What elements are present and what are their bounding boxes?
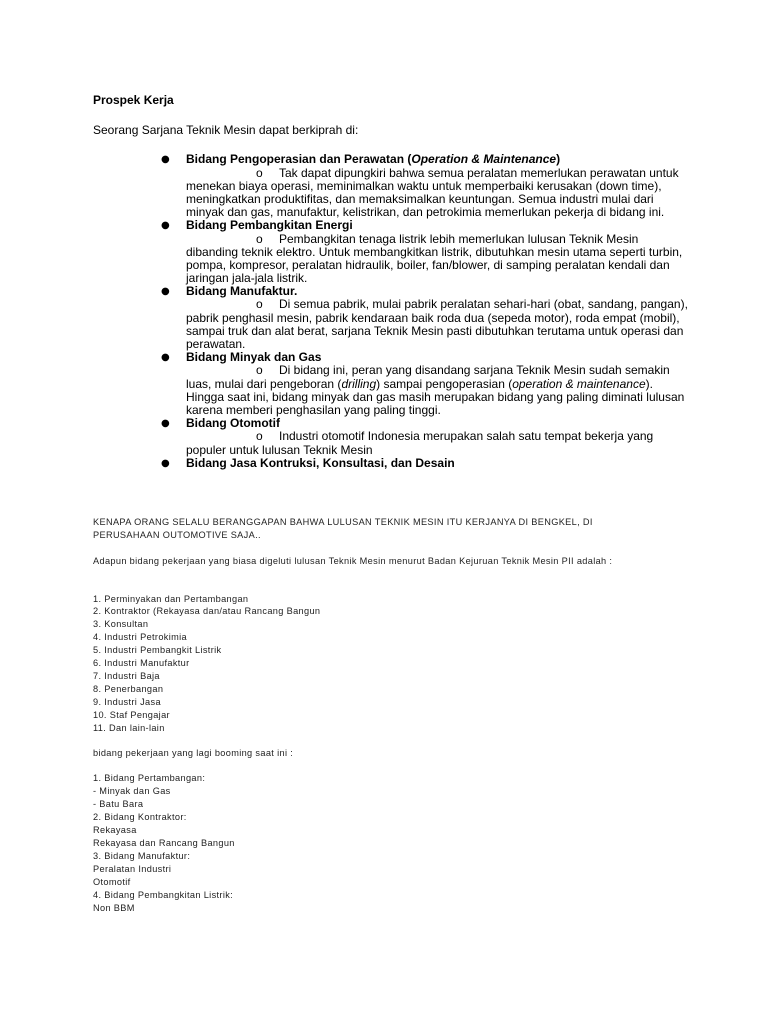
- booming-list-item: Rekayasa: [93, 824, 137, 835]
- description-italic-text: operation & maintenance: [512, 376, 646, 391]
- field-description-line: pompa, kompresor, peralatan hidraulik, boiler, fan/blower, di samping peralatan kendali dan: [186, 257, 670, 272]
- field-heading: [0, 457, 768, 470]
- field-description-line: jaringan jala-jala listrik.: [186, 271, 308, 286]
- booming-list-item: Otomotif: [93, 876, 131, 887]
- description-text: ) sampai pengoperasian (: [376, 376, 513, 391]
- field-description-first-line: [0, 430, 768, 443]
- question-line: PERUSAHAAN OUTOMOTIVE SAJA..: [93, 529, 261, 540]
- booming-list-item: - Minyak dan Gas: [93, 785, 171, 796]
- booming-list-item: 4. Bidang Pembangkitan Listrik:: [93, 889, 234, 900]
- intro-text: Seorang Sarjana Teknik Mesin dapat berkiprah di:: [93, 123, 359, 137]
- booming-list-item: Rekayasa dan Rancang Bangun: [93, 837, 235, 848]
- pii-list-item: 6. Industri Manufaktur: [93, 658, 190, 669]
- description-text: Di semua pabrik, mulai pabrik peralatan sehari-hari (obat, sandang, pangan),: [279, 297, 688, 312]
- field-description-line: [0, 378, 768, 391]
- field-description-line: Hingga saat ini, bidang minyak dan gas masih merupakan bidang yang paling diminati lulusan: [186, 389, 685, 404]
- description-text: Pembangkitan tenaga listrik lebih memerlukan lulusan Teknik Mesin: [279, 231, 639, 246]
- pii-list-item: 8. Penerbangan: [93, 683, 164, 694]
- booming-list-item: Peralatan Industri: [93, 863, 172, 874]
- heading-text: Bidang Jasa Kontruksi, Konsultasi, dan Desain: [186, 455, 455, 470]
- pii-list-item: 2. Kontraktor (Rekayasa dan/atau Rancang Bangun: [93, 606, 321, 617]
- description-text: ).: [645, 376, 653, 391]
- career-field-energy-generation: [0, 219, 768, 285]
- heading-italic-text: Operation & Maintenance: [411, 152, 557, 167]
- heading-text: Bidang Manufaktur.: [186, 284, 298, 299]
- description-text: Industri otomotif Indonesia merupakan salah satu tempat bekerja yang: [279, 429, 654, 444]
- field-description-line: minyak dan gas, manufaktur, kelistrikan, dan petrokimia memerlukan pekerja di bidang ini.: [186, 205, 665, 220]
- field-description-first-line: [0, 233, 768, 246]
- sub-bullet-marker: o: [256, 297, 263, 312]
- career-field-oil-gas: [0, 351, 768, 417]
- description-text: Tak dapat dipungkiri bahwa semua peralatan memerlukan perawatan untuk: [279, 165, 679, 180]
- booming-list-item: 1. Bidang Pertambangan:: [93, 772, 206, 783]
- bullet-marker: ●: [161, 220, 170, 232]
- booming-field-list: [93, 772, 235, 915]
- pii-list-item: 5. Industri Pembangkit Listrik: [93, 645, 222, 656]
- pii-list-item: 11. Dan lain-lain: [93, 722, 165, 733]
- pii-list-item: 7. Industri Baja: [93, 670, 160, 681]
- field-description-line: karena memberi penghasilan yang paling tinggi.: [186, 402, 441, 417]
- bullet-marker: ●: [161, 457, 170, 469]
- booming-list-item: Non BBM: [93, 902, 135, 913]
- field-description-line: populer untuk lulusan Teknik Mesin: [186, 442, 373, 457]
- heading-text: Bidang Pengoperasian dan Perawatan (: [186, 152, 412, 167]
- pii-list-item: 10. Staf Pengajar: [93, 709, 170, 720]
- field-description-line: menekan biaya operasi, meminimalkan waktu untuk memperbaiki kerusakan (down time),: [186, 178, 662, 193]
- pii-field-list: [93, 593, 320, 735]
- booming-intro-text: bidang pekerjaan yang lagi booming saat ini :: [93, 747, 294, 758]
- booming-list-item: - Batu Bara: [93, 798, 144, 809]
- pii-list-item: 9. Industri Jasa: [93, 696, 161, 707]
- field-description-line: pabrik penghasil mesin, pabrik kendaraan baik roda dua (sepeda motor), roda empat (mobil),: [186, 310, 680, 325]
- field-description-line: meningkatkan produktifitas, dan memaksimalkan keuntungan. Semua industri mulai dari: [186, 191, 654, 206]
- sub-bullet-marker: o: [256, 429, 263, 444]
- pii-intro-text: Adapun bidang pekerjaan yang biasa digeluti lulusan Teknik Mesin menurut Badan Kejuruan Teknik Mesin PII adalah :: [93, 555, 613, 566]
- bullet-marker: ●: [161, 286, 170, 298]
- description-text: Di bidang ini, peran yang disandang sarjana Teknik Mesin sudah semakin: [279, 363, 670, 378]
- heading-text-end: ): [556, 152, 561, 167]
- field-description-line: sampai truk dan alat berat, sarjana Teknik Mesin pasti dibutuhkan terutama untuk operasi dan: [186, 323, 684, 338]
- career-field-operation-maintenance: [0, 153, 768, 219]
- sub-bullet-marker: o: [256, 231, 263, 246]
- question-line: KENAPA ORANG SELALU BERANGGAPAN BAHWA LULUSAN TEKNIK MESIN ITU KERJANYA DI BENGKEL, DI: [93, 516, 593, 527]
- heading-text: Bidang Pembangkitan Energi: [186, 218, 353, 233]
- field-description-first-line: [0, 298, 768, 311]
- description-text: luas, mulai dari pengeboran (: [186, 376, 342, 391]
- pii-list-item: 1. Perminyakan dan Pertambangan: [93, 593, 249, 604]
- description-italic-text: drilling: [341, 376, 377, 391]
- question-paragraph: [93, 516, 593, 542]
- career-field-construction-consulting-design: [0, 457, 768, 470]
- field-description-line: dibanding teknik elektro. Untuk membangkitkan listrik, dibutuhkan mesin utama seperti turbin,: [186, 244, 683, 259]
- booming-list-item: 2. Bidang Kontraktor:: [93, 811, 187, 822]
- booming-list-item: 3. Bidang Manufaktur:: [93, 850, 191, 861]
- sub-bullet-marker: o: [256, 363, 263, 378]
- document-title: Prospek Kerja: [93, 93, 174, 107]
- career-field-list: [0, 153, 768, 470]
- bullet-marker: ●: [161, 352, 170, 364]
- pii-list-item: 3. Konsultan: [93, 619, 149, 630]
- bullet-marker: ●: [161, 418, 170, 430]
- field-description-line: perawatan.: [186, 337, 246, 352]
- bullet-marker: ●: [161, 154, 170, 166]
- career-field-manufacturing: [0, 285, 768, 351]
- heading-text: Bidang Minyak dan Gas: [186, 350, 322, 365]
- career-field-automotive: [0, 417, 768, 457]
- field-description-first-line: [0, 167, 768, 180]
- pii-list-item: 4. Industri Petrokimia: [93, 632, 187, 643]
- sub-bullet-marker: o: [256, 165, 263, 180]
- heading-text: Bidang Otomotif: [186, 416, 280, 431]
